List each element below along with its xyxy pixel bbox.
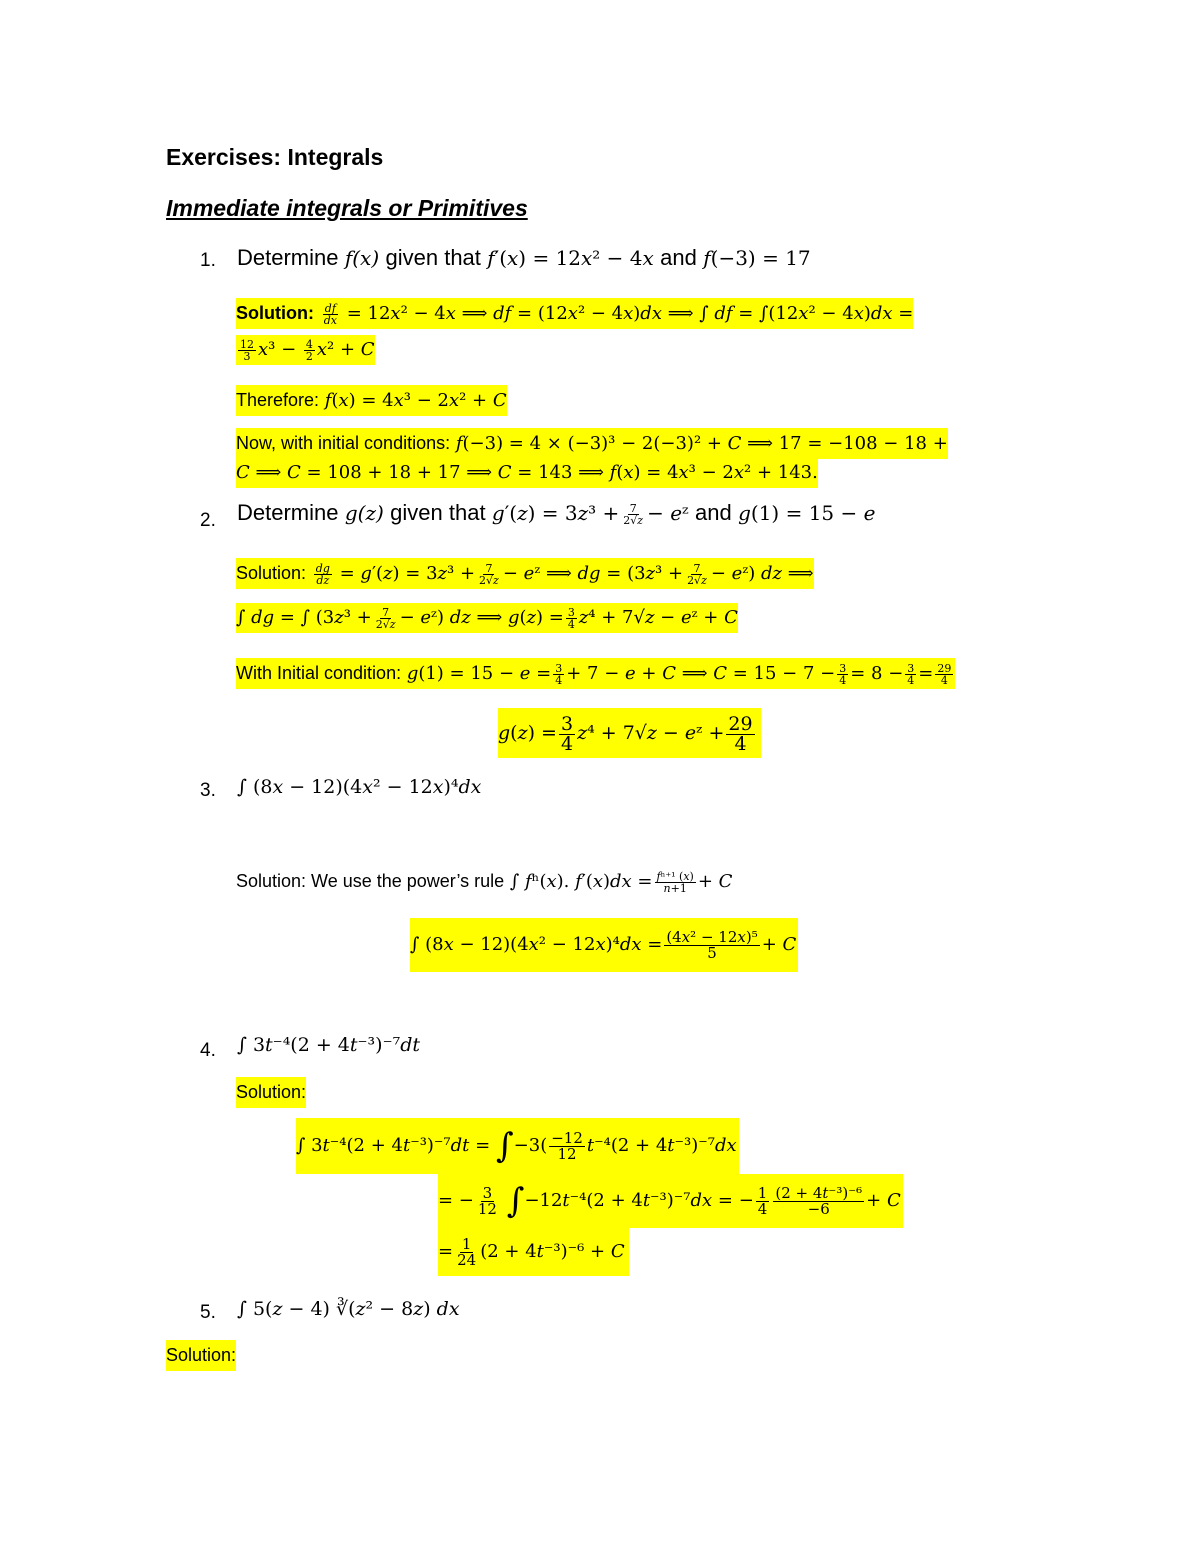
sol4-s2-b: −12𝑡⁻⁴(2 + 4𝑡⁻³)⁻⁷𝑑𝑥 = −: [524, 1190, 754, 1211]
sol2-l2-a: ∫ 𝑑𝑔 = ∫ (3𝑧³ +: [236, 607, 372, 628]
item-2-final-result: [498, 708, 761, 758]
item-5-solution-label: [166, 1340, 236, 1371]
sol2-l2-b: − 𝑒ᶻ) 𝑑𝑧 ⟹ 𝑔(𝑧) =: [399, 607, 564, 628]
sol2-l1-b: − 𝑒ᶻ ⟹ 𝑑𝑔 = (3𝑧³ +: [502, 563, 684, 584]
item-2-question: [237, 500, 875, 526]
item-1-solution-line-1: [236, 298, 913, 329]
sol2-ic-label: With Initial condition:: [236, 663, 402, 683]
item-1-number: 1.: [200, 250, 216, 271]
sol1-line2-mid: 𝑥³ −: [258, 339, 297, 360]
item-5-number: 5.: [200, 1302, 216, 1323]
item-3-number: 3.: [200, 780, 216, 801]
sol2-ic-f4: $\frac{29}{4}$: [937, 661, 952, 687]
item-3-result: [410, 918, 798, 972]
item-4-step-1: [296, 1118, 739, 1174]
sol2-final-a: 𝑔(𝑧) =: [498, 722, 557, 744]
q1-expr: 𝑓′(𝑥) = 12𝑥² − 4𝑥: [487, 246, 654, 270]
item-1-final: [236, 458, 818, 488]
sol4-s3-frac: $\frac{1}{24}$: [457, 1234, 477, 1269]
sol2-final-f1: $\frac{3}{4}$: [560, 712, 574, 755]
sol2-l1-frac3: $\frac{7}{\text{2√𝑧}}$: [687, 561, 707, 587]
sol2-ic-c: = 8 −: [850, 663, 904, 684]
sol3-rule-a: ∫ 𝑓ⁿ(𝑥). 𝑓′(𝑥)𝑑𝑥 =: [509, 871, 653, 892]
sol2-l1-c: − 𝑒ᶻ) 𝑑𝑧 ⟹: [710, 563, 814, 584]
sol2-final-b: 𝑧⁴ + 7√𝑧 − 𝑒ᶻ +: [577, 722, 725, 744]
sol1-now-expr2: 𝐶 ⟹ 𝐶 = 108 + 18 + 17 ⟹ 𝐶 = 143 ⟹ 𝑓(𝑥) = 4𝑥³ − 2𝑥² + 143.: [236, 462, 818, 483]
item-4-question: ∫ 3𝑡⁻⁴(2 + 4𝑡⁻³)⁻⁷𝑑𝑡: [237, 1034, 421, 1056]
sol1-now-expr: 𝑓(−3) = 4 × (−3)³ − 2(−3)² + 𝐶 ⟹ 17 = −108 − 18 +: [455, 433, 948, 454]
sol2-label: Solution:: [236, 563, 307, 583]
item-1-therefore: [236, 385, 507, 416]
item-1-solution-line-2: [236, 335, 375, 365]
sol2-frac-dg-dz: $\frac{\text{𝑑𝑔}}{\text{𝑑𝑧}}$: [315, 561, 330, 587]
sol1-now-label: Now, with initial conditions:: [236, 433, 451, 453]
item-2-solution-line-1: [236, 558, 814, 589]
sol4-s3-a: =: [438, 1241, 454, 1262]
sol2-ic-f1: $\frac{3}{4}$: [555, 661, 563, 687]
item-4-step-2: [438, 1174, 903, 1228]
sol3-label: Solution: We use the power’s rule: [236, 871, 505, 891]
sol1-therefore-expr: 𝑓(𝑥) = 4𝑥³ − 2𝑥² + 𝐶: [324, 390, 507, 411]
q1-word-and: and: [660, 245, 697, 270]
item-5-question: ∫ 5(𝑧 − 4) ∛(𝑧² − 8𝑧) 𝑑𝑥: [237, 1298, 460, 1320]
sol2-ic-f2: $\frac{3}{4}$: [839, 661, 847, 687]
sol1-therefore-label: Therefore:: [236, 390, 320, 410]
q2-word-and: and: [695, 500, 732, 525]
sol4-s2-frac2: $\frac{1}{4}$: [757, 1183, 768, 1218]
page-title: Exercises: Integrals: [166, 144, 384, 170]
q2-expr-a: 𝑔′(𝑧) = 3𝑧³ +: [491, 501, 620, 525]
sol4-s2-c: + 𝐶: [866, 1190, 901, 1211]
sol1-line2-end: 𝑥² + 𝐶: [316, 339, 375, 360]
sol3-rule-b: + 𝐶: [697, 871, 733, 892]
section-subtitle: Immediate integrals or Primitives: [166, 195, 528, 221]
item-2-number: 2.: [200, 510, 216, 531]
item-2-initial-condition: [236, 658, 955, 689]
sol4-s1-int: ∫: [495, 1126, 514, 1166]
item-1-initial-conditions: [236, 428, 948, 459]
sol2-final-f2: $\frac{29}{4}$: [728, 712, 753, 755]
sol4-s1-c: 𝑡⁻⁴(2 + 4𝑡⁻³)⁻⁷𝑑𝑥: [586, 1135, 737, 1156]
item-3-rule: [236, 866, 732, 897]
sol3-rule-frac: $\frac{\text{𝑓ⁿ⁺¹ (𝑥)}}{\text{𝑛+1}}$: [656, 869, 694, 895]
item-3-question: ∫ (8𝑥 − 12)(4𝑥² − 12𝑥)⁴𝑑𝑥: [237, 776, 482, 798]
sol2-ic-d: =: [918, 663, 934, 684]
sol4-s3-b: (2 + 4𝑡⁻³)⁻⁶ + 𝐶: [480, 1241, 625, 1262]
sol4-s2-frac3: $\frac{\text{(2 + 4𝑡⁻³)⁻⁶}}{-6}$: [775, 1183, 863, 1218]
sol3-result-frac: $\frac{\text{(4𝑥² − 12𝑥)⁵}}{5}$: [666, 927, 758, 962]
sol4-label: Solution:: [236, 1082, 307, 1102]
sol3-result-a: ∫ (8𝑥 − 12)(4𝑥² − 12𝑥)⁴𝑑𝑥 =: [410, 934, 663, 955]
sol2-ic-a: 𝑔(1) = 15 − 𝑒 =: [406, 663, 552, 684]
item-1-question: [237, 245, 811, 271]
sol2-l2-frac: $\frac{7}{\text{2√𝑧}}$: [375, 605, 396, 631]
sol1-line1-rest: = 12𝑥² − 4𝑥 ⟹ 𝑑𝑓 = (12𝑥² − 4𝑥)𝑑𝑥 ⟹ ∫ 𝑑𝑓 = ∫(12𝑥² − 4𝑥)𝑑𝑥 =: [346, 303, 914, 324]
item-4-solution-label: [236, 1077, 306, 1108]
sol2-l1-a: = 𝑔′(𝑧) = 3𝑧³ +: [339, 563, 476, 584]
sol2-l2-frac2: $\frac{3}{4}$: [567, 605, 575, 631]
item-4-step-3: [438, 1228, 629, 1276]
q2-cond: 𝑔(1) = 15 − 𝑒: [738, 501, 876, 525]
q1-func: 𝑓(𝑥): [344, 246, 380, 270]
sol4-s1-a: ∫ 3𝑡⁻⁴(2 + 4𝑡⁻³)⁻⁷𝑑𝑡 =: [296, 1135, 491, 1156]
q2-expr-b: − 𝑒ᶻ: [647, 501, 689, 525]
sol1-frac-12-3: $\frac{12}{3}$: [240, 337, 254, 363]
item-2-solution-line-2: [236, 603, 738, 633]
sol4-s2-frac: $\frac{3}{12}$: [477, 1183, 497, 1218]
sol2-ic-b: + 7 − 𝑒 + 𝐶 ⟹ 𝐶 = 15 − 7 −: [566, 663, 836, 684]
sol1-frac-4-2: $\frac{4}{2}$: [305, 337, 313, 363]
sol2-l2-c: 𝑧⁴ + 7√𝑧 − 𝑒ᶻ + 𝐶: [578, 607, 738, 628]
sol4-s1-b: −3(: [513, 1135, 548, 1156]
q2-word-determine: Determine: [237, 500, 339, 525]
sol2-l1-frac2: $\frac{7}{\text{2√𝑧}}$: [479, 561, 499, 587]
sol4-s2-a: = −: [438, 1190, 474, 1211]
sol1-frac-df-dx: $\frac{\text{𝑑𝑓}}{\text{𝑑𝑥}}$: [323, 301, 337, 327]
q1-word-given: given that: [385, 245, 481, 270]
q2-func: 𝑔(𝑧): [344, 501, 384, 525]
sol4-s2-int: ∫: [506, 1181, 525, 1221]
q1-cond: 𝑓(−3) = 17: [703, 246, 811, 270]
q1-word-determine: Determine: [237, 245, 339, 270]
q2-frac: $\frac{7}{\text{2√𝑧}}$: [623, 502, 644, 527]
sol5-label: Solution:: [166, 1345, 237, 1365]
item-4-number: 4.: [200, 1040, 216, 1061]
q2-word-given: given that: [390, 500, 486, 525]
sol2-ic-f3: $\frac{3}{4}$: [907, 661, 915, 687]
sol3-result-b: + 𝐶: [761, 934, 797, 955]
sol1-label: Solution:: [236, 303, 314, 323]
sol4-s1-frac: $\frac{-12}{12}$: [551, 1128, 583, 1163]
